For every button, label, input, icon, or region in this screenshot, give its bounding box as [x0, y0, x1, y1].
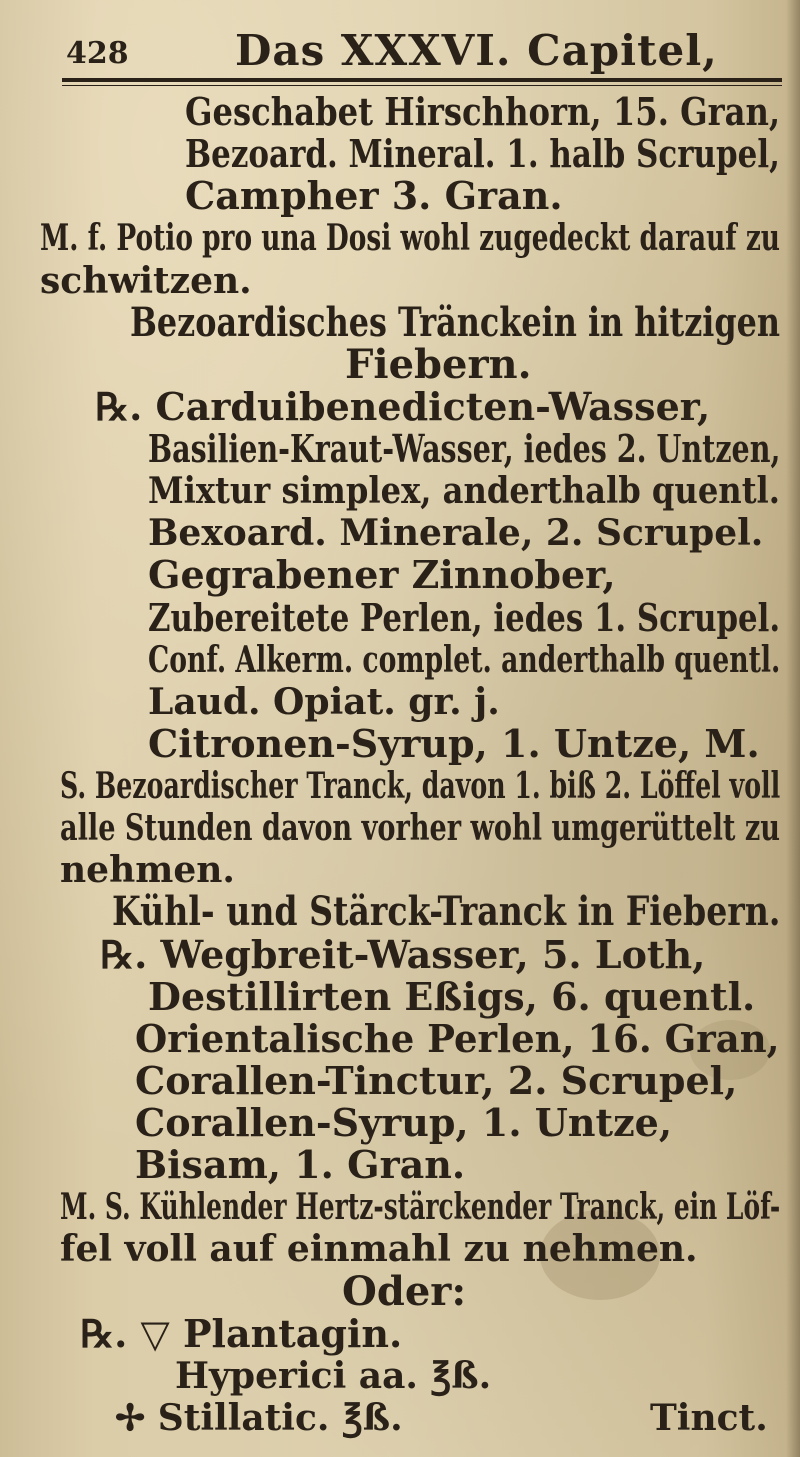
text-line: Bisam, 1. Gran. — [135, 1142, 466, 1187]
text-line: Hyperici aa. ℥ß. — [175, 1355, 492, 1397]
text-line: Orientalische Perlen, 16. Gran, — [135, 1016, 780, 1061]
text-line: ℞. Wegbreit-Wasser, 5. Loth, — [100, 932, 706, 977]
page-number: 428 — [66, 36, 129, 71]
page-header — [60, 18, 780, 78]
section-heading: Fiebern. — [345, 341, 532, 388]
text-line: Mixtur simplex, anderthalb quentl. — [148, 470, 780, 512]
text-line: Laud. Opiat. gr. j. — [148, 681, 500, 723]
text-line: M. S. Kühlender Hertz-stärckender Tranck, ein Löf- — [60, 1186, 781, 1228]
text-line: Destillirten Eßigs, 6. quentl. — [148, 974, 756, 1019]
chapter-title: Das XXXVI. Capitel, — [235, 26, 718, 75]
catchword: Tinct. — [650, 1397, 768, 1439]
text-line: Basilien-Kraut-Wasser, iedes 2. Untzen, — [148, 426, 781, 471]
text-line: ℞. Carduibenedicten-Wasser, — [95, 384, 711, 429]
section-heading: Bezoardisches Tränckein in hitzigen — [130, 299, 781, 346]
text-line: Corallen-Syrup, 1. Untze, — [135, 1100, 673, 1145]
text-line: Gegrabener Zinnober, — [148, 552, 616, 597]
text-line: ℞. ▽ Plantagin. — [80, 1311, 403, 1356]
text-line: schwitzen. — [40, 260, 252, 302]
text-line: fel voll auf einmahl zu nehmen. — [60, 1228, 698, 1270]
text-line: Geschabet Hirschhorn, 15. Gran, — [185, 89, 781, 134]
header-rule-thin — [62, 85, 782, 86]
text-line: M. f. Potio pro una Dosi wohl zugedeckt darauf zu — [40, 217, 780, 259]
header-rule — [62, 78, 782, 82]
text-line: Bexoard. Minerale, 2. Scrupel. — [148, 512, 764, 554]
text-line: Corallen-Tinctur, 2. Scrupel, — [135, 1058, 738, 1103]
text-line: Zubereitete Perlen, iedes 1. Scrupel. — [148, 595, 781, 640]
text-line: Citronen-Syrup, 1. Untze, M. — [148, 721, 760, 766]
text-line: ✢ Stillatic. ℥ß. — [115, 1397, 403, 1439]
section-heading: Oder: — [342, 1268, 467, 1315]
text-line: alle Stunden davon vorher wohl umgerüttelt zu — [60, 807, 781, 849]
text-line: Bezoard. Mineral. 1. halb Scrupel, — [185, 131, 780, 176]
text-line: Conf. Alkerm. complet. anderthalb quentl. — [148, 639, 781, 681]
text-line: S. Bezoardischer Tranck, davon 1. biß 2. Löffel voll — [60, 765, 781, 807]
section-heading: Kühl- und Stärck-Tranck in Fiebern. — [112, 888, 781, 935]
text-line: nehmen. — [60, 849, 235, 891]
text-line: Campher 3. Gran. — [185, 173, 563, 218]
page-gutter-shadow — [786, 0, 800, 1457]
